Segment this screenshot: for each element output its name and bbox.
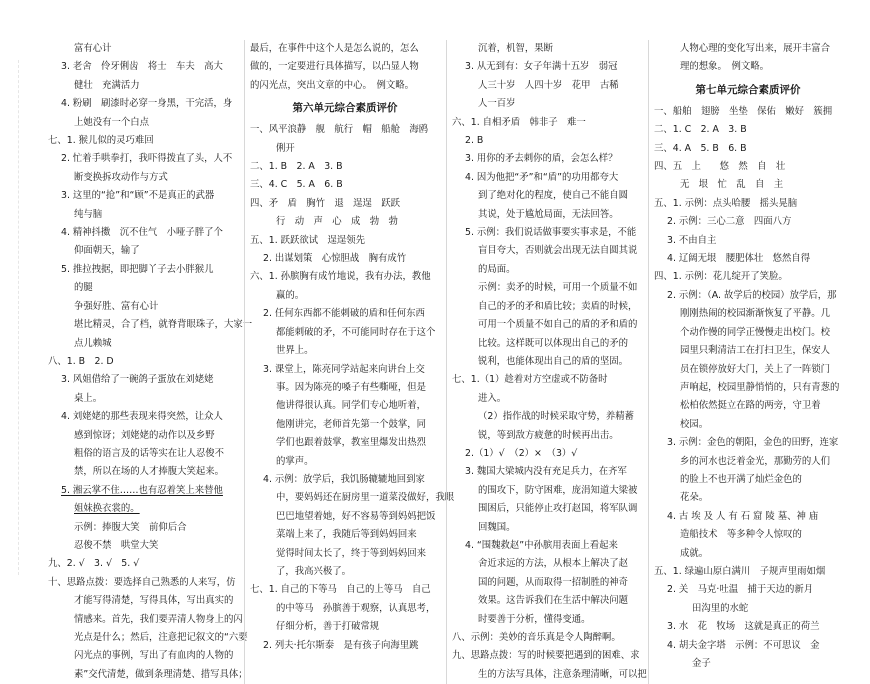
text-line: 3. 这里的“抢”和“顾”不是真正的武器 <box>61 190 215 202</box>
text-line: 进入。 <box>478 392 507 404</box>
text-line: 点儿赖城 <box>74 337 112 349</box>
text-line: 到了绝对化的程度，使自己不能自圆 <box>478 190 629 202</box>
text-line: 的掌声。 <box>276 455 314 467</box>
text-line: 3. 用你的矛去刺你的盾，会怎么样？ <box>465 153 618 165</box>
text-line: 5. 湘云掌不住……也有忍着笑上来替他 <box>61 484 223 496</box>
text-line: 健壮 充满活力 <box>74 79 140 91</box>
text-line: 刚刚热闹的校园渐渐恢复了平静。几 <box>680 308 831 320</box>
text-line: 禁，所以在场的人才捧腹大笑起来。 <box>74 466 225 478</box>
column-4 <box>654 40 842 684</box>
section-heading: 第六单元综合素质评价 <box>292 102 398 115</box>
text-line: 5. 示例：我们说话做事要实事求是，不能 <box>465 227 637 239</box>
text-line: 做的，一定要进行具体描写，以凸显人物 <box>250 61 419 73</box>
text-line: 田沟里的水蛇 <box>692 602 749 614</box>
text-line: 比较。这样既可以体现出自己的矛的 <box>478 337 629 349</box>
text-line: 学们也跟着鼓掌，教室里爆发出热烈 <box>276 437 427 449</box>
text-line: 三、4. C 5. A 6. B <box>250 179 343 191</box>
text-line: 一、风平浪静 舰 航行 帽 船舱 海鸥 <box>250 124 429 136</box>
text-line: 花朵。 <box>680 492 709 504</box>
text-line: 园里只剩清洁工在打扫卫生，保安人 <box>680 345 831 357</box>
text-line: 五、1. 示例：点头哈腰 摇头晃脑 <box>654 197 798 209</box>
text-line: 才能写得清楚，写得具体，写出真实的 <box>74 595 234 607</box>
text-line: 示例：捧腹大笑 前仰后合 <box>74 521 187 533</box>
text-line: 5. 推拉拽据，即把脚丫子去小胖猴儿 <box>61 263 214 275</box>
text-line: 3. 从无到有：女子年满十五岁 弱冠 <box>465 61 618 73</box>
text-line: 2. 关 马克·吐温 捕于天边的新月 <box>667 584 814 596</box>
text-line: 3. 课堂上，陈亮同学站起来向讲台上交 <box>263 363 425 375</box>
text-line: 3. 不由自主 <box>667 234 717 246</box>
text-line: 堪比精灵，合了档，就脊背眼珠子，大家一 <box>74 319 253 331</box>
text-line: 三、4. A 5. B 6. B <box>654 142 747 154</box>
text-line: 无 垠 忙 乱 自 主 <box>680 179 784 191</box>
text-line: 人三十岁 人四十岁 花甲 古稀 <box>478 79 619 91</box>
text-line: 2. 示例：（A. 故学后的校园）放学后，那 <box>667 289 837 301</box>
text-line: 2.（1）√ （2）× （3）√ <box>465 447 578 459</box>
text-line: 可用一个质量不如自己的盾的矛和盾的 <box>478 319 638 331</box>
column-3 <box>452 40 647 684</box>
text-line: 4. “围魏救赵”中孙膑用表面上看起来 <box>465 539 618 551</box>
text-line: 锐，等到敌方疲惫的时候再出击。 <box>478 429 619 441</box>
text-line: 人物心理的变化写出来，展开丰富合 <box>680 43 831 54</box>
column-2 <box>250 40 455 684</box>
text-line: 3. 魏国大梁城内没有充足兵力，在齐军 <box>465 466 627 478</box>
text-line: 2. 列夫·托尔斯泰 是有孩子向海里跳 <box>263 639 419 651</box>
text-line: 上她没有一个白点 <box>74 116 150 128</box>
column-1 <box>48 40 253 684</box>
text-line: 八、示例：美妙的音乐真是令人陶醉啊。 <box>452 632 621 643</box>
text-line: 回魏国。 <box>478 521 516 533</box>
text-line: 仰面朝天，输了 <box>74 245 140 257</box>
text-line: 他讲得很认真。同学们专心地听着， <box>276 400 427 412</box>
text-line: 世界上。 <box>276 345 314 357</box>
text-line: 成就。 <box>680 547 709 559</box>
text-line: 其说，处于尴尬局面，无法回答。 <box>478 208 619 220</box>
text-line: 五、1. 跃跃欲试 逞逞领先 <box>250 234 366 246</box>
text-line: 的脸上不也开满了灿烂金色的 <box>680 473 802 485</box>
text-line: 九、2. √ 3. √ 5. √ <box>48 558 140 570</box>
text-line: 员在锁停放好大门，关上了一阵锁门 <box>680 363 831 375</box>
text-line: 3. 风姐借给了一碗鸽子蛋放在刘姥姥 <box>61 374 214 386</box>
text-line: 二、1. C 2. A 3. B <box>654 124 747 136</box>
text-line: 五、1. 绿遍山原白满川 子规声里雨如烟 <box>654 565 826 577</box>
text-line: 十、思路点拨：要选择自己熟悉的人来写，仿 <box>48 576 236 588</box>
text-line: 都能刺破的矛，不可能同时存在于这个 <box>276 326 436 338</box>
binding-margin-line <box>18 60 19 575</box>
text-line: 金子 <box>692 658 711 669</box>
text-line: 舍近求远的方法，从根本上解决了赵 <box>478 558 629 570</box>
text-line: 九、思路点拨：写的时候要把遇到的困难、求 <box>452 650 640 662</box>
text-line: 2. 出谋划策 心惊胆战 胸有成竹 <box>263 253 407 265</box>
text-line: 七、1. 猴儿似的灵巧难回 <box>48 135 154 147</box>
text-line: 仔细分析，善于打破常规 <box>276 621 380 633</box>
text-line: 2. B <box>465 135 484 147</box>
text-line: 俐开 <box>276 142 295 154</box>
text-line: 4. 示例：放学后，我饥肠辘辘地回到家 <box>263 473 425 485</box>
text-line: 的围攻下，防守困难，庞涓知道大梁被 <box>478 484 638 496</box>
text-line: 觉得时间太长了，终于等到妈妈回来 <box>276 547 427 559</box>
text-line: 四、1. 示例：花儿绽开了笑脸。 <box>654 271 788 283</box>
text-line: 4. 粉刷 刷漆时必穿一身黑，干完活，身 <box>61 98 233 110</box>
text-line: 4. 古 埃 及 人 有 石 窟 陵 墓、神 庙 <box>667 510 819 522</box>
text-line: 中，要妈妈还在厨房里一道菜没做好，我眼 <box>276 492 455 504</box>
text-line: 国的问题，从而取得一招制胜的神奇 <box>478 576 629 588</box>
text-line: 的闪光点，突出文章的中心。 例文略。 <box>250 79 415 91</box>
text-line: 素”交代清楚，做到条理清楚、措写具体； <box>74 668 248 680</box>
text-line: 4. 因为他把“矛”和“盾”的功用都夸大 <box>465 171 619 183</box>
text-line: 自己的矛的矛和盾比较；卖盾的时候， <box>478 300 638 312</box>
text-line: 校园。 <box>680 418 709 430</box>
text-line: 富有心计 <box>74 43 112 54</box>
text-line: 断变换拆攻动作与方式 <box>74 171 168 183</box>
text-line: 行 动 声 心 成 勃 勃 <box>276 216 398 228</box>
text-line: 最后，在事件中这个人是怎么说的，怎么 <box>250 43 419 54</box>
text-line: 3. 示例：金色的朝阳，金色的田野，连家 <box>667 437 839 449</box>
text-line: 2. 任何东西都不能刺破的盾和任何东西 <box>263 308 425 320</box>
text-line: 人一百岁 <box>478 98 516 110</box>
text-line: 感到惊讶；刘姥姥的动作以及乡野 <box>74 429 215 441</box>
text-line: 二、1. B 2. A 3. B <box>250 161 343 173</box>
text-line: 时要善于分析，懂得变通。 <box>478 613 591 625</box>
text-line: 纯与脑 <box>74 208 103 220</box>
text-line: 巴巴地望着她，好不容易等到妈妈把饭 <box>276 510 436 522</box>
text-line: 4. 辽阔无垠 腰肥体壮 悠然自得 <box>667 253 811 265</box>
text-line: 乡的河水也泛着金光，那勤劳的人们 <box>680 455 831 467</box>
text-line: 姐妹换衣裳的。 <box>74 503 140 515</box>
text-line: 忍俊不禁 哄堂大笑 <box>74 539 159 551</box>
text-line: 声响起，校园里静悄悄的，只有青葱的 <box>680 381 840 393</box>
text-line: 4. 刘姥姥的那些表现来得突然，让众人 <box>61 411 223 423</box>
text-line: 理的想象。 例文略。 <box>680 61 770 73</box>
text-line: 光点是什么；然后，注意把记叙文的“六要 <box>74 632 248 643</box>
text-line: 闪光点的事例，写出了有血肉的人物的 <box>74 650 234 662</box>
text-line: 赢的。 <box>276 289 305 301</box>
text-line: 事。因为陈亮的嗓子有些嘶哑，但是 <box>276 381 427 393</box>
text-line: 沉着，机智，果断 <box>478 43 554 54</box>
text-line: 七、1.（1）趁着对方空虚或不防备时 <box>452 374 608 386</box>
text-line: 2. 忙着手哄拳打，我吓得拨直了头，人不 <box>61 153 233 165</box>
text-line: 桌上。 <box>74 392 103 404</box>
text-line: （2）指作战的时候采取守势，养精蓄 <box>478 411 634 423</box>
text-line: 四、矛 盾 胸竹 退 逞逞 跃跃 <box>250 197 401 209</box>
text-line: 粗俗的语言及的话等实在让人忍俊不 <box>74 447 225 459</box>
text-line: 效果。这告诉我们在生活中解决问题 <box>478 595 629 607</box>
text-line: 4. 精神抖擞 沉不住气 小哑子胖了个 <box>61 227 223 239</box>
text-line: 一、船舶 翅膀 坐垫 保佑 嫩好 簇拥 <box>654 105 833 117</box>
text-line: 他刚讲完，老师首先第一个鼓掌，同 <box>276 418 427 430</box>
text-line: 3. 水 花 牧场 这就是真正的荷兰 <box>667 621 820 633</box>
text-line: 的中等马 孙膑善于观察，认真思考， <box>276 602 436 614</box>
text-line: 松柏依然挺立在路的两旁，守卫着 <box>680 400 821 412</box>
section-heading: 第七单元综合素质评价 <box>695 83 801 96</box>
text-line: 六、1. 自相矛盾 韩非子 难一 <box>452 116 586 128</box>
text-line: 4. 胡夫金字塔 示例：不可思议 金 <box>667 639 820 651</box>
text-line: 的腿 <box>74 282 93 294</box>
text-line: 六、1. 孙膑胸有成竹地说，我有办法，教他 <box>250 271 431 283</box>
text-line: 菜端上来了，我随后等到妈妈回来 <box>276 529 417 541</box>
text-line: 生的方法写具体，注意条理清晰，可以把 <box>478 668 647 680</box>
text-columns <box>48 40 856 680</box>
text-line: 争强好胜、富有心计 <box>74 300 159 312</box>
text-line: 四、五 上 悠 然 自 壮 <box>654 161 786 173</box>
text-line: 盲目夸大，否则就会出现无法自圆其说 <box>478 245 638 257</box>
text-line: 个动作慢的同学正慢慢走出校门。校 <box>680 326 831 338</box>
text-line: 围困后，只能停止攻打赵国，将军队调 <box>478 503 638 515</box>
text-line: 造船技术 等多种令人惊叹的 <box>680 529 802 541</box>
text-line: 八、1. B 2. D <box>48 355 114 367</box>
text-line: 锐利，也能体现出自己的盾的坚固。 <box>478 355 629 367</box>
text-line: 了，我高兴极了。 <box>276 565 352 577</box>
text-line: 示例：卖矛的时候，可用一个质量不如 <box>478 282 638 294</box>
text-line: 3. 老舍 伶牙俐齿 将士 车夫 高大 <box>61 61 223 73</box>
text-line: 七、1. 自己的下等马 自己的上等马 自己 <box>250 584 431 596</box>
text-line: 的局面。 <box>478 263 516 275</box>
text-line: 2. 示例：三心二意 四面八方 <box>667 216 792 228</box>
text-line: 情感来。首先，我们要弄清人物身上的闪 <box>74 613 243 625</box>
